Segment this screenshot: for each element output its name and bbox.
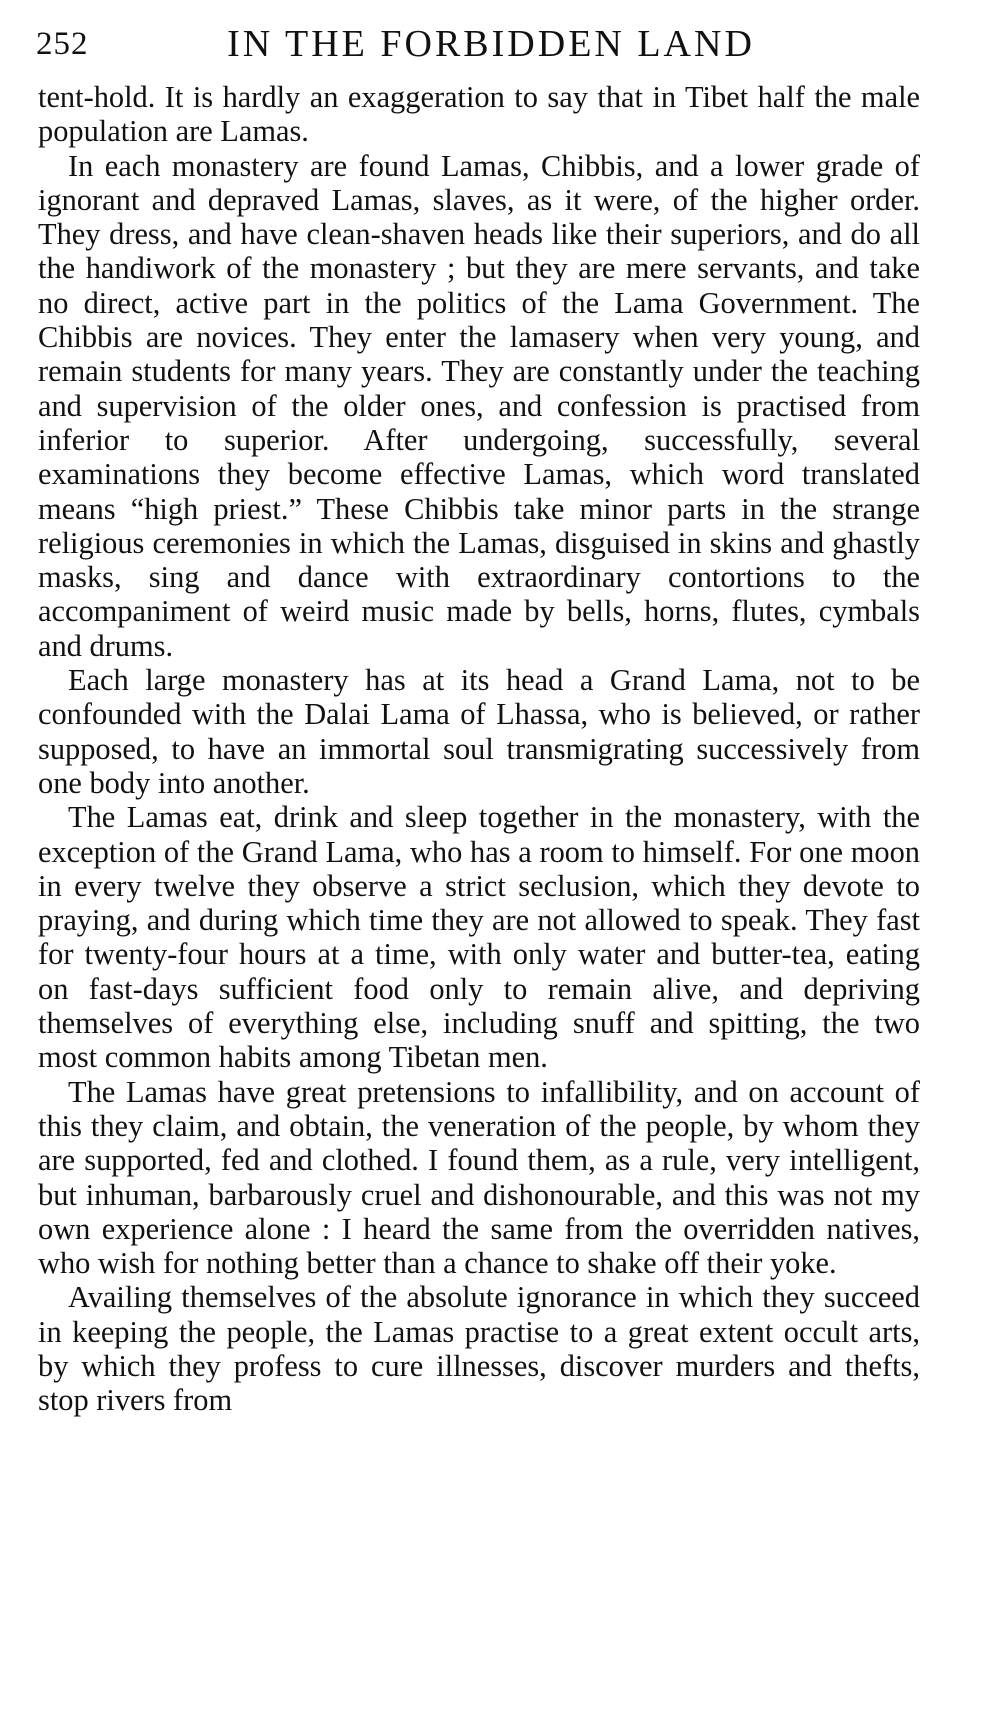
paragraph-2: In each monastery are found Lamas, Chibbis, and a lower grade of ignorant and depraved Lamas, slaves, as it were, of the higher order. They dress, and have clean-shaven heads like their superiors, and do all the handiwork of the monastery ; but they are mere servants, and take no direct, active part in the politics of the Lama Government. The Chibbis are novices. They enter the lamasery when very young, and remain students for many years. They are constantly under the teaching and supervision of the older ones, and confession is practised from inferior to superior. After undergoing, successfully, several examinations they become effective Lamas, which word translated means “high priest.” These Chibbis take minor parts in the strange religious ceremonies in which the Lamas, disguised in skins and ghastly masks, sing and dance with extraordinary contortions to the accompaniment of weird music made by bells, horns, flutes, cymbals and drums. — [38, 148, 920, 663]
running-title: IN THE FORBIDDEN LAND — [227, 23, 755, 65]
page-number: 252 — [36, 26, 89, 62]
paragraph-3: Each large monastery has at its head a Grand Lama, not to be confounded with the Dalai Lama of Lhassa, who is believed, or rather supposed, to have an immortal soul transmigrating successively from one body into another. — [38, 663, 920, 800]
paragraph-5: The Lamas have great pretensions to infallibility, and on account of this they claim, and obtain, the veneration of the people, by whom they are supported, fed and clothed. I found them, as a rule, very intelligent, but inhuman, barbarously cruel and dishonourable, and this was not my own experience alone : I heard the same from the overridden natives, who wish for nothing better than a chance to shake off their yoke. — [38, 1074, 920, 1281]
body-text — [38, 80, 920, 1418]
paragraph-4: The Lamas eat, drink and sleep together in the monastery, with the exception of the Grand Lama, who has a room to himself. For one moon in every twelve they observe a strict seclusion, which they devote to praying, and during which time they are not allowed to speak. They fast for twenty-four hours at a time, with only water and butter-tea, eating on fast-days sufficient food only to remain alive, and depriving themselves of everything else, including snuff and spitting, the two most common habits among Tibetan men. — [38, 800, 920, 1075]
paragraph-1: tent-hold. It is hardly an exaggeration to say that in Tibet half the male population are Lamas. — [38, 80, 920, 149]
page-header — [36, 18, 916, 78]
paragraph-6: Availing themselves of the absolute ignorance in which they succeed in keeping the people, the Lamas practise to a great extent occult arts, by which they profess to cure illnesses, discover murders and thefts, stop rivers from — [38, 1280, 920, 1418]
